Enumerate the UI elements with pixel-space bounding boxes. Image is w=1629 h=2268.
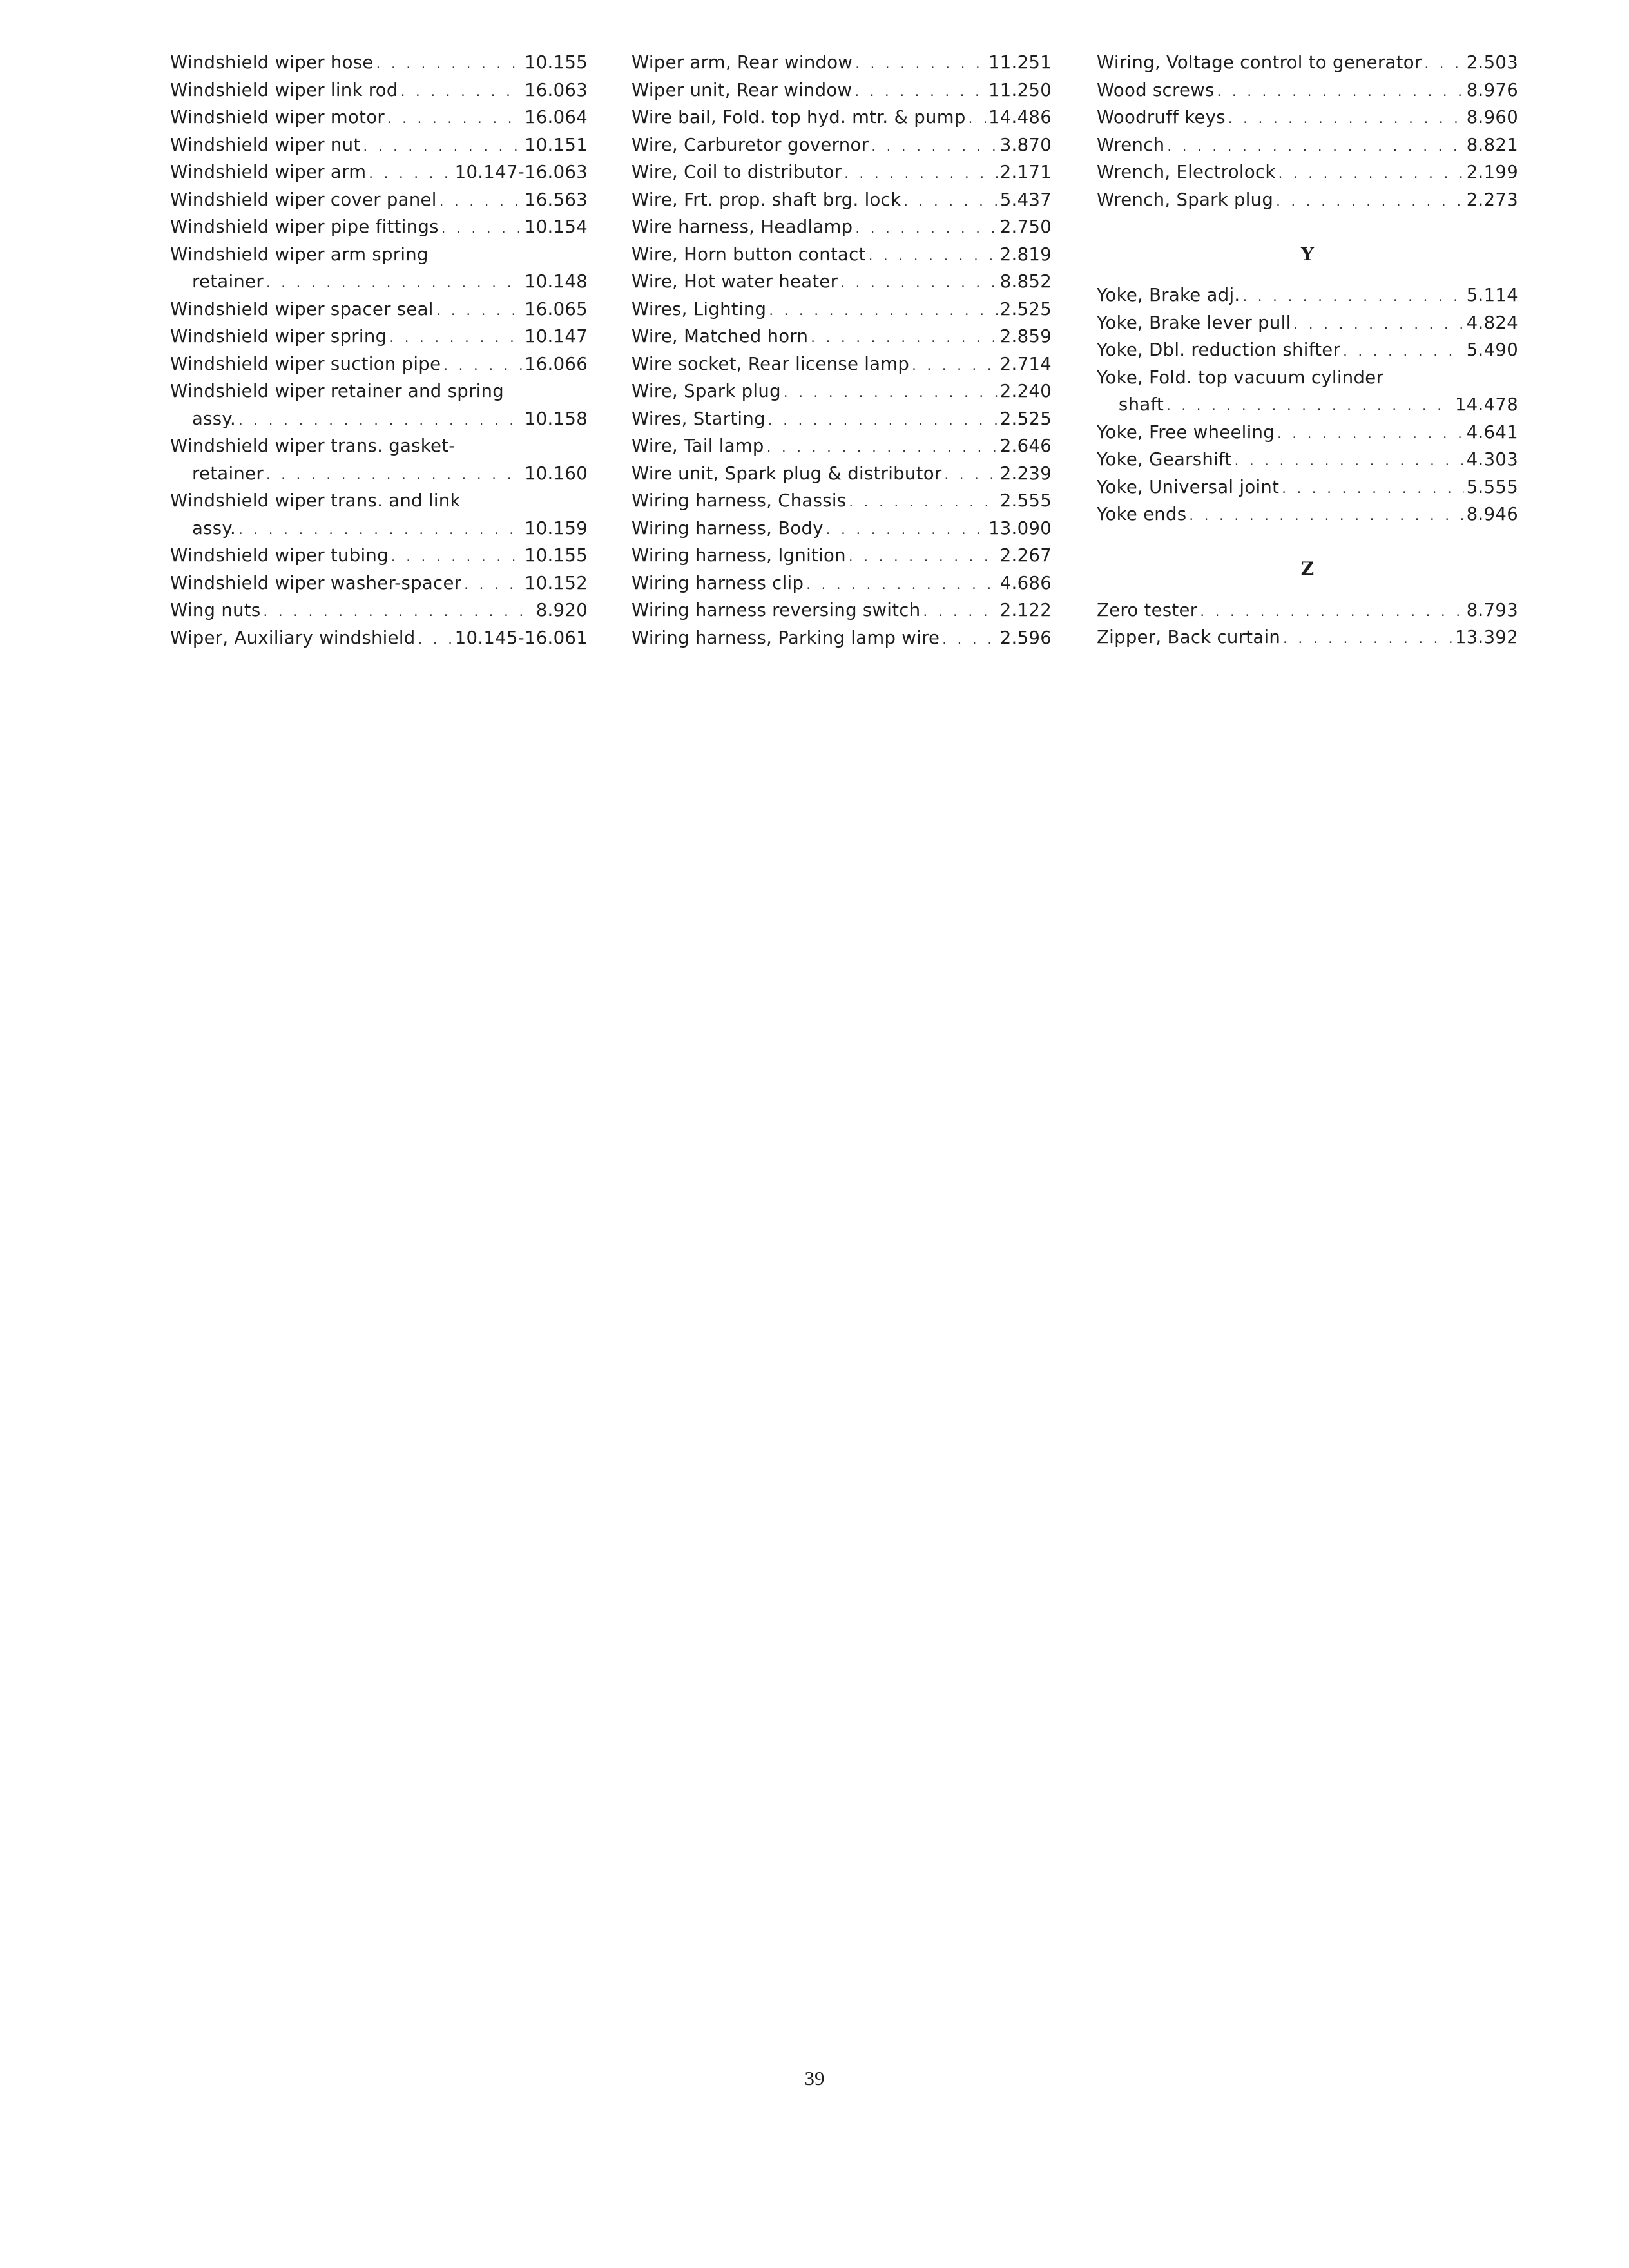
index-entry (1097, 131, 1518, 159)
index-entry (631, 570, 1052, 597)
index-term: Windshield wiper retainer and spring (170, 381, 505, 401)
index-page-ref: 10.158 (524, 408, 588, 429)
index-entry (170, 597, 588, 624)
dot-leader (871, 133, 998, 160)
index-entry (1097, 624, 1518, 651)
dot-leader (1278, 160, 1464, 187)
index-entry (170, 624, 588, 652)
dot-leader (849, 543, 998, 571)
dot-leader (1167, 133, 1463, 160)
index-page-ref: 5.114 (1466, 285, 1518, 305)
dot-leader (1282, 475, 1464, 503)
index-entry (631, 268, 1052, 296)
index-term: Wire, Spark plug (631, 381, 781, 401)
index-page-ref: 10.155 (524, 545, 588, 566)
index-page-ref: 16.063 (524, 79, 588, 101)
index-term-continuation: retainer (192, 463, 264, 484)
index-page-ref: 10.159 (524, 517, 588, 539)
index-entry (631, 77, 1052, 104)
dot-leader (923, 598, 997, 626)
index-entry (1097, 49, 1518, 77)
index-entry (1097, 104, 1518, 131)
index-term-continuation: assy. (192, 408, 236, 429)
index-term: Windshield wiper tubing (170, 545, 389, 566)
index-entry (631, 542, 1052, 570)
dot-leader (1228, 105, 1464, 133)
section-gap (1097, 528, 1518, 556)
index-entry (631, 624, 1052, 652)
index-entry-continuation (1097, 391, 1518, 419)
index-entry (631, 323, 1052, 351)
index-term: Wire, Coil to distributor (631, 162, 842, 182)
index-term: Zipper, Back curtain (1097, 627, 1281, 648)
dot-leader (264, 598, 534, 626)
dot-leader (1217, 78, 1464, 106)
index-entry-first-line (170, 487, 588, 515)
index-term: Wire harness, Headlamp (631, 216, 853, 237)
index-entry-continuation (170, 460, 588, 488)
index-entry (1097, 186, 1518, 214)
index-term: Wire bail, Fold. top hyd. mtr. & pump (631, 107, 966, 128)
dot-leader (844, 160, 998, 187)
index-term: Wiper, Auxiliary windshield (170, 627, 416, 648)
index-entry (170, 159, 588, 186)
index-entry (631, 432, 1052, 460)
index-term: Wire socket, Rear license lamp (631, 353, 910, 374)
index-term: Wiring, Voltage control to generator (1097, 52, 1422, 73)
index-term: Wire unit, Spark plug & distributor (631, 463, 942, 484)
index-page-ref: 10.160 (524, 463, 588, 484)
dot-leader (1343, 338, 1464, 365)
index-term: Wire, Carburetor governor (631, 134, 869, 155)
index-page-ref: 10.155 (524, 52, 588, 73)
index-page-ref: 4.641 (1466, 421, 1518, 443)
index-page-ref: 11.250 (988, 79, 1052, 101)
section-heading-y: Y (1301, 243, 1314, 265)
index-term: Wiring harness reversing switch (631, 600, 921, 620)
index-term: Wires, Lighting (631, 298, 767, 320)
dot-leader (855, 50, 986, 78)
index-entry (631, 460, 1052, 488)
index-entry (170, 296, 588, 323)
index-entry (631, 405, 1052, 433)
index-entry (631, 241, 1052, 269)
dot-leader (854, 78, 986, 106)
index-term: Wire, Hot water heater (631, 271, 838, 292)
dot-leader (942, 626, 998, 653)
index-page-ref: 14.486 (988, 107, 1052, 128)
index-term: Wiper unit, Rear window (631, 79, 853, 101)
index-page-ref: 11.251 (988, 52, 1052, 73)
dot-leader (944, 461, 997, 489)
dot-leader (1189, 502, 1463, 530)
index-term: Wiring harness clip (631, 572, 804, 593)
index-page-ref: 16.064 (524, 107, 588, 128)
index-entry (170, 323, 588, 351)
index-entry (1097, 77, 1518, 104)
index-page-ref: 8.821 (1466, 134, 1518, 155)
index-entry (631, 159, 1052, 186)
index-page-ref: 2.859 (999, 326, 1052, 347)
index-term: Wire, Frt. prop. shaft brg. lock (631, 189, 901, 210)
index-entry (170, 542, 588, 570)
index-entry-first-line (1097, 364, 1518, 392)
index-page-ref: 2.240 (999, 381, 1052, 401)
index-entry (631, 487, 1052, 515)
section-gap (1097, 213, 1518, 241)
index-entry (1097, 474, 1518, 501)
index-page-ref: 10.147 (524, 326, 588, 347)
index-entry-continuation (170, 268, 588, 296)
index-term: Yoke, Gearshift (1097, 449, 1232, 470)
dot-leader (376, 50, 522, 78)
index-term: Windshield wiper pipe fittings (170, 216, 439, 237)
index-term: Zero tester (1097, 599, 1198, 620)
index-page-ref: 10.148 (524, 271, 588, 292)
index-page-ref: 16.563 (524, 189, 588, 210)
index-entry (170, 131, 588, 159)
dot-leader (436, 297, 522, 325)
index-entry (170, 432, 588, 487)
index-term: Windshield wiper link rod (170, 79, 398, 101)
index-entry (170, 570, 588, 597)
dot-leader (840, 269, 998, 297)
dot-leader (903, 187, 997, 215)
index-entry-continuation (170, 405, 588, 433)
dot-leader (389, 324, 522, 352)
index-term-continuation: shaft (1119, 394, 1164, 415)
section-gap (1097, 268, 1518, 282)
index-entry-continuation (170, 515, 588, 543)
index-term: Yoke, Dbl. reduction shifter (1097, 340, 1341, 360)
index-term: Wire, Horn button contact (631, 244, 866, 265)
index-page-ref: 10.152 (524, 572, 588, 593)
index-page-ref: 8.852 (999, 271, 1052, 292)
y-entries-group (1097, 282, 1518, 528)
index-term-continuation: assy. (192, 517, 236, 539)
index-entry (1097, 282, 1518, 309)
index-entry (1097, 336, 1518, 364)
index-term: Windshield wiper arm (170, 162, 367, 182)
index-term: Windshield wiper trans. gasket- (170, 436, 456, 456)
index-entry (631, 515, 1052, 543)
dot-leader (912, 352, 998, 380)
index-entry (631, 296, 1052, 323)
index-page-ref: 2.525 (999, 408, 1052, 429)
index-term: Wire, Matched horn (631, 326, 809, 347)
index-page-ref: 2.199 (1466, 162, 1518, 182)
dot-leader (767, 434, 998, 461)
index-entry (631, 597, 1052, 624)
dot-leader (811, 324, 998, 352)
index-page-ref: 2.750 (999, 216, 1052, 237)
dot-leader (387, 105, 522, 133)
index-page-ref: 4.686 (999, 572, 1052, 593)
section-heading-z: Z (1300, 558, 1315, 579)
dot-leader (443, 352, 522, 380)
index-column-2 (631, 49, 1052, 651)
index-term: Wiring harness, Body (631, 517, 824, 539)
index-term: Windshield wiper spacer seal (170, 298, 434, 320)
index-term: Windshield wiper spring (170, 326, 387, 347)
index-term: Wrench, Electrolock (1097, 162, 1276, 182)
index-term: Wrench (1097, 134, 1165, 155)
dot-leader (464, 571, 522, 599)
dot-leader (806, 571, 998, 599)
dot-leader (1200, 598, 1463, 626)
dot-leader (266, 269, 522, 297)
index-term-continuation: retainer (192, 271, 264, 292)
index-page-ref: 2.525 (999, 298, 1052, 320)
index-term: Yoke, Fold. top vacuum cylinder (1097, 367, 1384, 388)
index-page-ref: 5.555 (1466, 476, 1518, 497)
index-term: Windshield wiper arm spring (170, 244, 429, 265)
dot-leader (418, 626, 452, 653)
index-entry-first-line (170, 432, 588, 460)
index-page-ref: 4.303 (1466, 449, 1518, 470)
dot-leader (1235, 447, 1464, 475)
index-term: Yoke, Free wheeling (1097, 421, 1275, 443)
dot-leader (1277, 420, 1464, 448)
index-page-ref: 4.824 (1466, 312, 1518, 333)
index-page-ref: 2.596 (999, 627, 1052, 648)
index-page-ref: 5.437 (999, 189, 1052, 210)
index-page-ref: 5.490 (1466, 340, 1518, 360)
index-page-ref: 16.066 (524, 353, 588, 374)
dot-leader (369, 160, 452, 187)
index-entry (631, 49, 1052, 77)
dot-leader (1294, 311, 1464, 338)
index-entry (1097, 419, 1518, 447)
index-term: Wiper arm, Rear window (631, 52, 853, 73)
index-column-1 (170, 49, 588, 651)
index-term: Woodruff keys (1097, 107, 1226, 128)
index-page-ref: 2.503 (1466, 52, 1518, 73)
dot-leader (238, 516, 522, 544)
index-entry (631, 213, 1052, 241)
dot-leader (363, 133, 522, 160)
index-term: Windshield wiper motor (170, 107, 385, 128)
index-entry (1097, 501, 1518, 528)
index-page-ref: 8.976 (1466, 79, 1518, 101)
index-page-ref: 16.065 (524, 298, 588, 320)
dot-leader (439, 187, 522, 215)
index-entry-first-line (170, 241, 588, 269)
dot-leader (869, 242, 998, 270)
index-term: Yoke ends (1097, 504, 1187, 524)
index-entry (631, 104, 1052, 131)
index-term: Wires, Starting (631, 408, 766, 429)
index-page-ref: 10.147-16.063 (454, 162, 588, 182)
dot-leader (1166, 392, 1452, 420)
dot-leader (855, 215, 997, 242)
index-term: Wiring harness, Parking lamp wire (631, 627, 940, 648)
index-term: Wire, Tail lamp (631, 436, 764, 456)
index-entry (1097, 597, 1518, 624)
index-page-ref: 2.714 (999, 353, 1052, 374)
index-term: Windshield wiper suction pipe (170, 353, 441, 374)
dot-leader (784, 379, 998, 407)
index-page-ref: 2.267 (999, 545, 1052, 566)
dot-leader (441, 215, 522, 242)
index-term: Wiring harness, Chassis (631, 490, 847, 511)
index-term: Yoke, Universal joint (1097, 476, 1280, 497)
index-term: Yoke, Brake lever pull (1097, 312, 1291, 333)
index-page-ref: 13.392 (1454, 627, 1518, 648)
index-page-ref: 14.478 (1454, 394, 1518, 415)
index-term: Yoke, Brake adj. (1097, 285, 1240, 305)
index-entry (631, 351, 1052, 378)
index-term: Wiring harness, Ignition (631, 545, 846, 566)
index-page-ref: 10.154 (524, 216, 588, 237)
index-entry (170, 487, 588, 542)
index-column-3 (1097, 49, 1518, 651)
index-entry-first-line (170, 378, 588, 405)
index-page-ref: 2.171 (999, 162, 1052, 182)
page-number: 39 (804, 2067, 825, 2090)
index-entry (631, 378, 1052, 405)
index-page-ref: 8.793 (1466, 599, 1518, 620)
dot-leader (391, 543, 522, 571)
index-term: Wing nuts (170, 600, 261, 620)
w-entries-group (1097, 49, 1518, 213)
index-entry (170, 77, 588, 104)
index-page-ref: 2.555 (999, 490, 1052, 511)
index-page-ref: 2.122 (999, 600, 1052, 620)
index-term: Wrench, Spark plug (1097, 189, 1274, 210)
z-entries-group (1097, 597, 1518, 651)
index-entry (1097, 364, 1518, 419)
index-entry (170, 104, 588, 131)
dot-leader (826, 516, 986, 544)
index-entry (170, 241, 588, 296)
index-entry (170, 186, 588, 214)
dot-leader (1283, 625, 1452, 653)
dot-leader (769, 297, 997, 325)
index-entry (631, 131, 1052, 159)
section-gap (1097, 583, 1518, 597)
index-page-ref: 8.946 (1466, 504, 1518, 524)
dot-leader (1276, 187, 1464, 215)
index-page-ref: 2.819 (999, 244, 1052, 265)
index-page-ref: 13.090 (988, 517, 1052, 539)
index-entry (170, 351, 588, 378)
index-page-ref: 3.870 (999, 134, 1052, 155)
dot-leader (238, 407, 522, 434)
index-page-ref: 2.239 (999, 463, 1052, 484)
index-page-ref: 8.920 (535, 600, 588, 620)
index-page-ref: 10.145-16.061 (454, 627, 588, 648)
index-term: Windshield wiper hose (170, 52, 374, 73)
dot-leader (1424, 50, 1463, 78)
dot-leader (768, 407, 998, 434)
index-term: Windshield wiper washer-spacer (170, 572, 462, 593)
index-entry (631, 186, 1052, 214)
index-term: Wood screws (1097, 79, 1215, 101)
dot-leader (266, 461, 522, 489)
dot-leader (401, 78, 522, 106)
index-page-ref: 8.960 (1466, 107, 1518, 128)
index-entry (170, 49, 588, 77)
index-page-ref: 2.273 (1466, 189, 1518, 210)
dot-leader (1242, 283, 1463, 311)
dot-leader (969, 105, 986, 133)
index-term: Windshield wiper trans. and link (170, 490, 461, 511)
index-entry (1097, 159, 1518, 186)
index-entry (170, 378, 588, 432)
index-term: Windshield wiper nut (170, 134, 361, 155)
index-page-ref: 2.646 (999, 436, 1052, 456)
index-entry (1097, 446, 1518, 474)
dot-leader (849, 488, 997, 516)
index-entry (1097, 309, 1518, 337)
index-term: Windshield wiper cover panel (170, 189, 437, 210)
index-page-ref: 10.151 (524, 134, 588, 155)
index-entry (170, 213, 588, 241)
